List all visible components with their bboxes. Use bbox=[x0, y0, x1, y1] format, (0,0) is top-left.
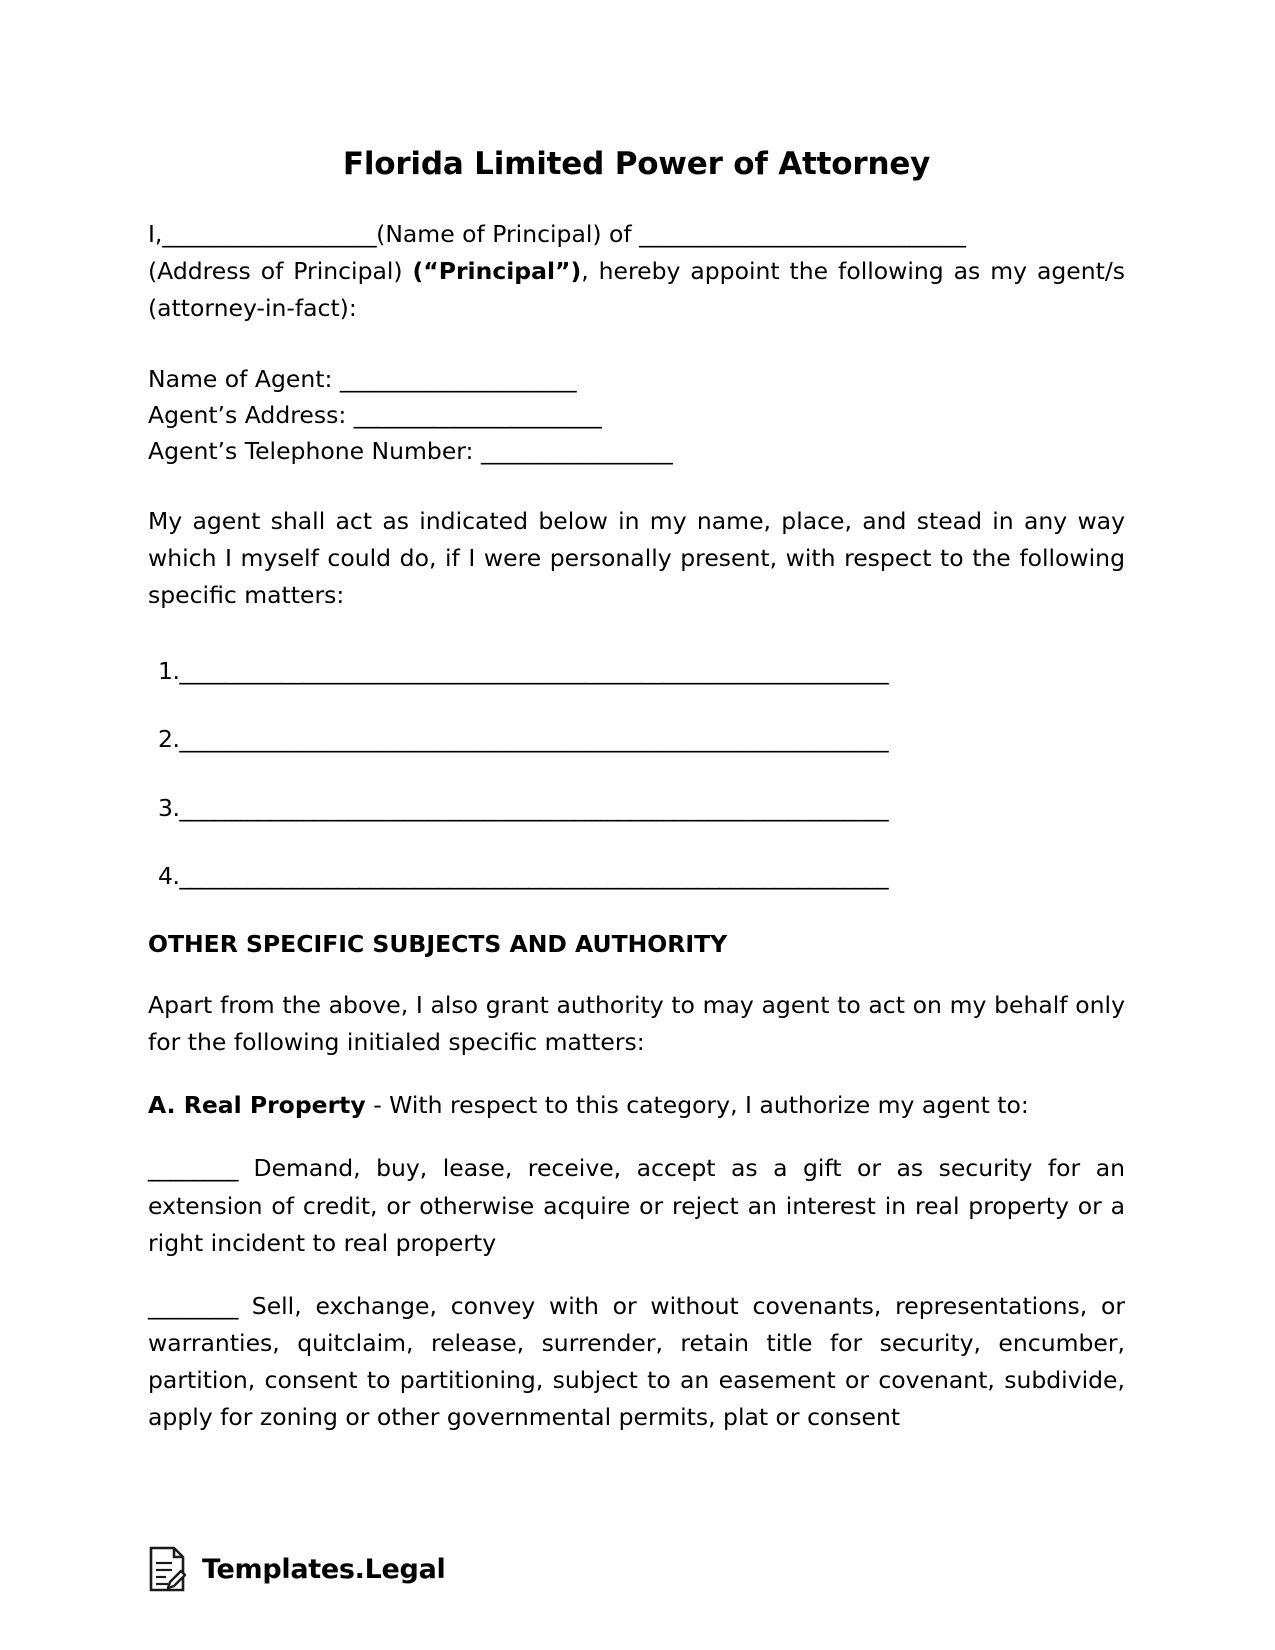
footer-brand: Templates.Legal bbox=[202, 1553, 446, 1585]
specific-matter-line-3: 3._______________________________________________________________ bbox=[158, 793, 889, 822]
principal-address-blank: _____________________________ bbox=[639, 220, 966, 249]
category-a-label: A. Real Property bbox=[148, 1091, 366, 1120]
agent-telephone-label: Agent’s Telephone Number: bbox=[148, 437, 481, 466]
document-pen-icon bbox=[148, 1546, 188, 1592]
agent-address-blank: ______________________ bbox=[353, 400, 602, 429]
specific-matters-list bbox=[148, 654, 1125, 894]
intro-i-prefix: I, bbox=[148, 220, 163, 249]
agent-address-field bbox=[148, 397, 1125, 433]
footer bbox=[148, 1546, 445, 1592]
specific-matter-line-4: 4._______________________________________________________________ bbox=[158, 861, 889, 890]
initial-item-2 bbox=[148, 1288, 1125, 1437]
agent-telephone-blank: _________________ bbox=[480, 437, 673, 466]
initial-item-1 bbox=[148, 1150, 1125, 1261]
principal-name-blank: ___________________ bbox=[162, 220, 377, 249]
initial-blank-1: ________ bbox=[148, 1154, 238, 1183]
agent-name-label: Name of Agent: bbox=[148, 364, 340, 393]
initial-blank-2: ________ bbox=[148, 1291, 238, 1320]
principal-defined-term: (“Principal”) bbox=[412, 257, 582, 286]
agent-name-blank: _____________________ bbox=[339, 364, 577, 393]
other-subjects-heading: OTHER SPECIFIC SUBJECTS AND AUTHORITY bbox=[148, 930, 728, 959]
intro-address-label: (Address of Principal) bbox=[148, 257, 413, 286]
specific-matter-line-1: 1._______________________________________________________________ bbox=[158, 657, 889, 686]
agent-fields bbox=[148, 361, 1125, 470]
initial-text-2: Sell, exchange, convey with or without covenants, representations, or warranties, quitclaim, release, surrender, retain title for security, encumber, partition, consent to partitioning, subject to an easement or covenant, subdivide, apply for zoning or other governmental permits, plat or consent bbox=[148, 1291, 1125, 1432]
specific-matter-line-2: 2._______________________________________________________________ bbox=[158, 725, 889, 754]
agent-name-field bbox=[148, 361, 1125, 397]
initial-text-1: Demand, buy, lease, receive, accept as a gift or as security for an extension of credit, or otherwise acquire or reject an interest in real property or a right incident to real property bbox=[148, 1154, 1125, 1257]
authority-paragraph: My agent shall act as indicated below in my name, place, and stead in any way which I myself could do, if I were personally present, with respect to the following specific matters: bbox=[148, 506, 1125, 610]
intro-paragraph bbox=[148, 216, 1125, 327]
agent-telephone-field bbox=[148, 433, 1125, 469]
category-a-heading bbox=[148, 1087, 1125, 1124]
other-subjects-paragraph: Apart from the above, I also grant authority to may agent to act on my behalf only for the following initialed specific matters: bbox=[148, 991, 1125, 1057]
page-title: Florida Limited Power of Attorney bbox=[342, 146, 931, 182]
category-a-rest: - With respect to this category, I authorize my agent to: bbox=[365, 1091, 1029, 1120]
intro-name-of-principal: (Name of Principal) of bbox=[376, 220, 640, 249]
intro-appoint-text: , hereby appoint the following as my agent/s (attorney-in-fact): bbox=[148, 257, 1125, 323]
agent-address-label: Agent’s Address: bbox=[148, 400, 354, 429]
